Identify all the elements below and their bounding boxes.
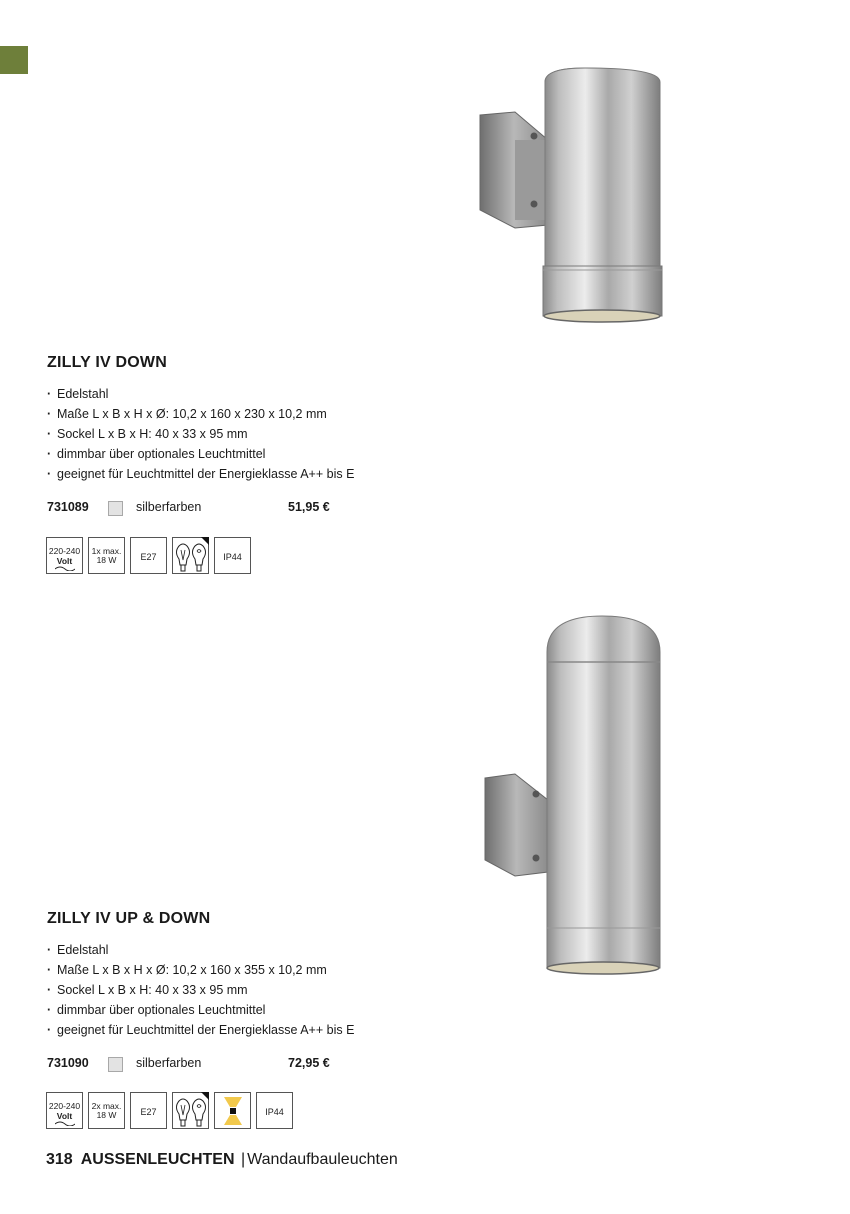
color-name: silberfarben [136,1056,202,1070]
article-number: 731090 [47,1056,89,1070]
socket-type: E27 [140,1107,157,1117]
bulb-count: 2x max. [91,1101,122,1111]
voltage-range: 220-240 [48,546,81,556]
product-image-zilly-iv-up-down [470,610,670,980]
feature-item: · Edelstahl [47,384,354,404]
feature-item: · Sockel L x B x H: 40 x 33 x 95 mm [47,980,354,1000]
ac-wave-icon [55,566,75,571]
ac-wave-icon [55,1121,75,1126]
feature-item: · geeignet für Leuchtmittel der Energieklasse A++ bis E [47,464,354,484]
product-image-zilly-iv-down [470,60,670,330]
product-title: ZILLY IV UP & DOWN [47,910,211,927]
dimmable-bulbs-icon-graphic [173,538,209,574]
dimmable-bulbs-icon [172,1092,209,1129]
max-wattage: 18 W [96,1110,117,1120]
wattage-spec-box [88,537,125,574]
article-number: 731089 [47,500,89,514]
feature-item: · dimmbar über optionales Leuchtmittel [47,1000,354,1020]
product-zilly-iv-up-down [0,600,850,1140]
ip-rating-spec-box [256,1092,293,1129]
color-name: silberfarben [136,500,202,514]
feature-list [47,940,354,1040]
wattage-spec-box [88,1092,125,1129]
feature-item: · Maße L x B x H x Ø: 10,2 x 160 x 355 x 10,2 mm [47,960,354,980]
color-swatch [108,1057,123,1072]
dimmable-bulbs-icon [172,537,209,574]
spec-icons [46,1092,306,1130]
up-down-light-icon-graphic [215,1093,251,1129]
ip-rating: IP44 [265,1107,284,1117]
max-wattage: 18 W [96,555,117,565]
feature-item: · dimmbar über optionales Leuchtmittel [47,444,354,464]
spec-icons [46,537,306,575]
feature-item: · Edelstahl [47,940,354,960]
footer-subsection: Wandaufbauleuchten [247,1151,398,1168]
ip-rating-spec-box [214,537,251,574]
feature-item: · geeignet für Leuchtmittel der Energieklasse A++ bis E [47,1020,354,1040]
feature-item: · Maße L x B x H x Ø: 10,2 x 160 x 230 x 10,2 mm [47,404,354,424]
voltage-unit: Volt [56,556,73,566]
ip-rating: IP44 [223,552,242,562]
color-swatch [108,501,123,516]
order-row [47,500,367,518]
socket-spec-box [130,537,167,574]
voltage-unit: Volt [56,1111,73,1121]
product-title: ZILLY IV DOWN [47,354,167,371]
socket-type: E27 [140,552,157,562]
socket-spec-box [130,1092,167,1129]
dimmable-bulbs-icon-graphic [173,1093,209,1129]
footer-separator: | [240,1151,246,1168]
footer-section: AUSSENLEUCHTEN [80,1151,235,1168]
feature-list [47,384,354,484]
up-down-light-icon [214,1092,251,1129]
order-row [47,1056,367,1074]
price: 51,95 € [288,500,330,514]
page-footer [46,1151,398,1169]
voltage-spec-box [46,1092,83,1129]
voltage-range: 220-240 [48,1101,81,1111]
product-zilly-iv-down [0,0,850,600]
voltage-spec-box [46,537,83,574]
price: 72,95 € [288,1056,330,1070]
page-number: 318 [46,1151,73,1168]
bulb-count: 1x max. [91,546,122,556]
feature-item: · Sockel L x B x H: 40 x 33 x 95 mm [47,424,354,444]
